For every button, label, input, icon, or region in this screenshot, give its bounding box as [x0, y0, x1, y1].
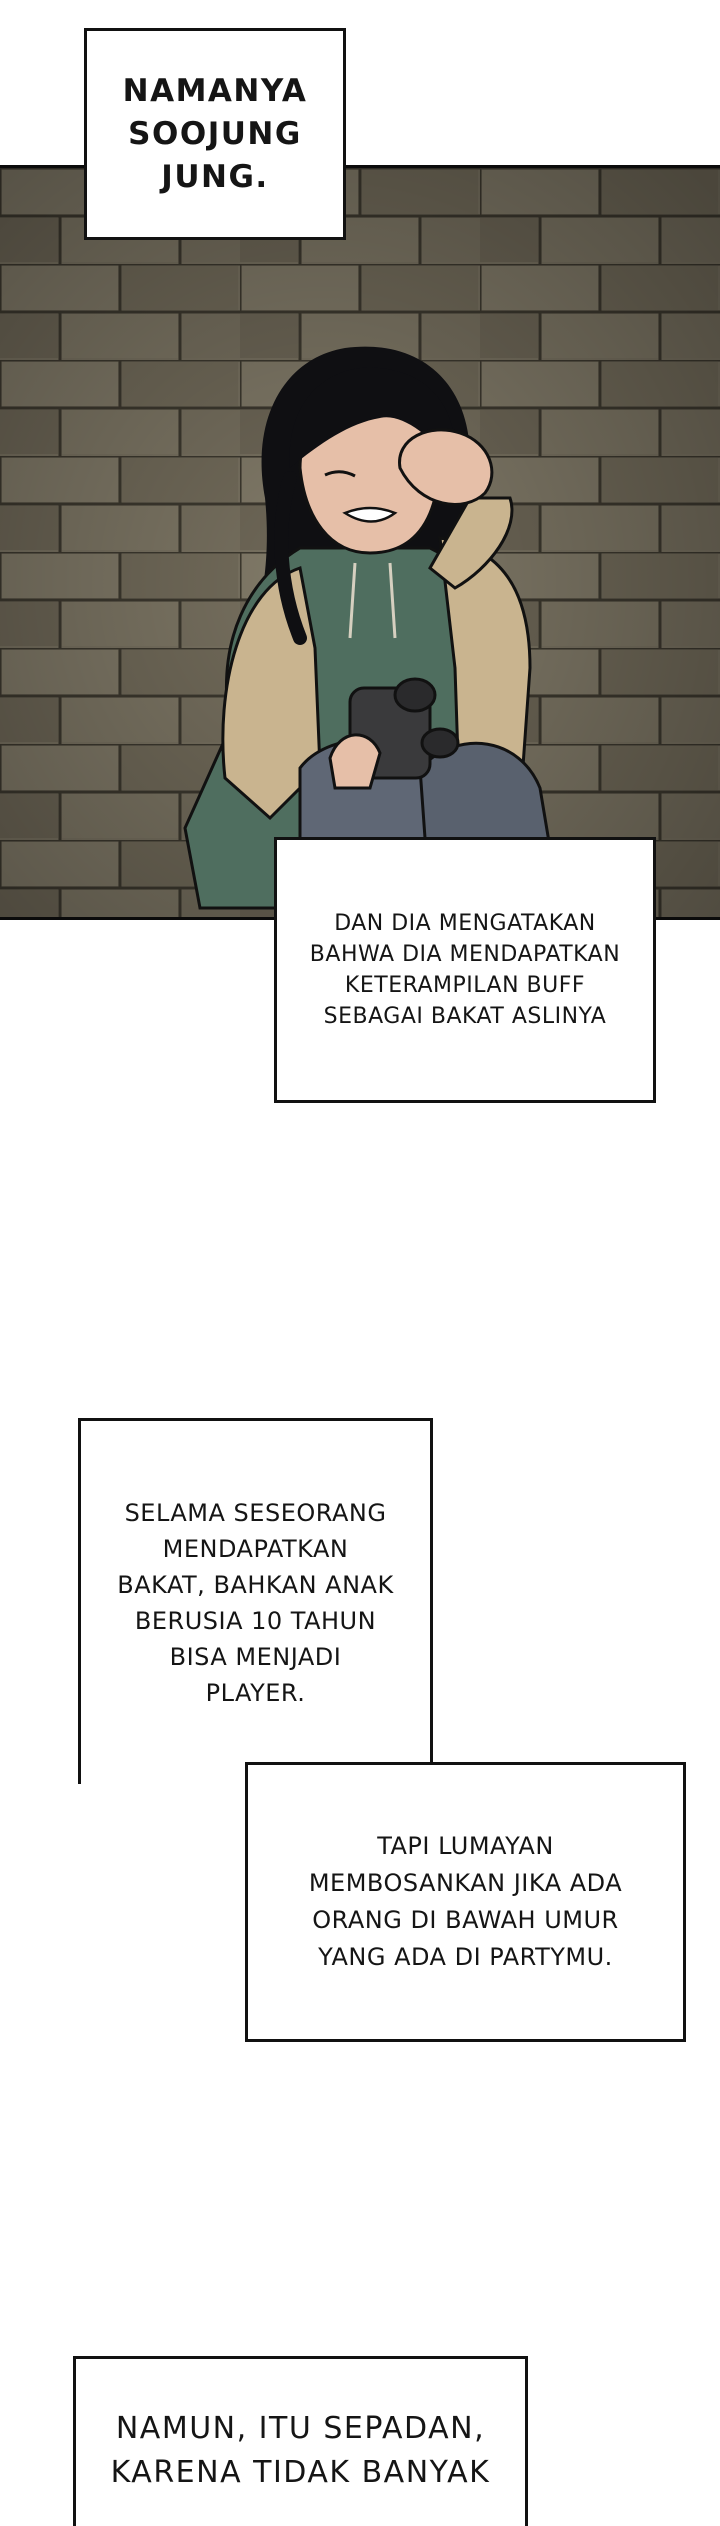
caption-boring-party: [245, 1765, 686, 2042]
caption-however-text: NAMUN, ITU SEPADAN, KARENA TIDAK BANYAK: [110, 2411, 491, 2490]
caption-name-text: NAMANYA SOOJUNG JUNG.: [122, 72, 308, 195]
caption-name: [84, 28, 346, 240]
caption-player-age-text: SELAMA SESEORANG MENDAPATKAN BAKAT, BAHKAN ANAK BERUSIA 10 TAHUN BISA MENJADI PLAYER.: [117, 1498, 394, 1707]
caption-however: [73, 2356, 528, 2526]
hand: [330, 735, 380, 788]
caption-boring-party-text: TAPI LUMAYAN MEMBOSANKAN JIKA ADA ORANG DI BAWAH UMUR YANG ADA DI PARTYMU.: [308, 1832, 623, 1971]
caption-player-age: [78, 1418, 433, 1784]
caption-buff-skill-text: DAN DIA MENGATAKAN BAHWA DIA MENDAPATKAN KETERAMPILAN BUFF SEBAGAI BAKAT ASLINYA: [309, 911, 621, 1029]
caption-buff-skill: [274, 837, 656, 1103]
girl-against-wall-illustration: [0, 168, 720, 920]
comic-panel-girl-crying: [0, 165, 720, 920]
